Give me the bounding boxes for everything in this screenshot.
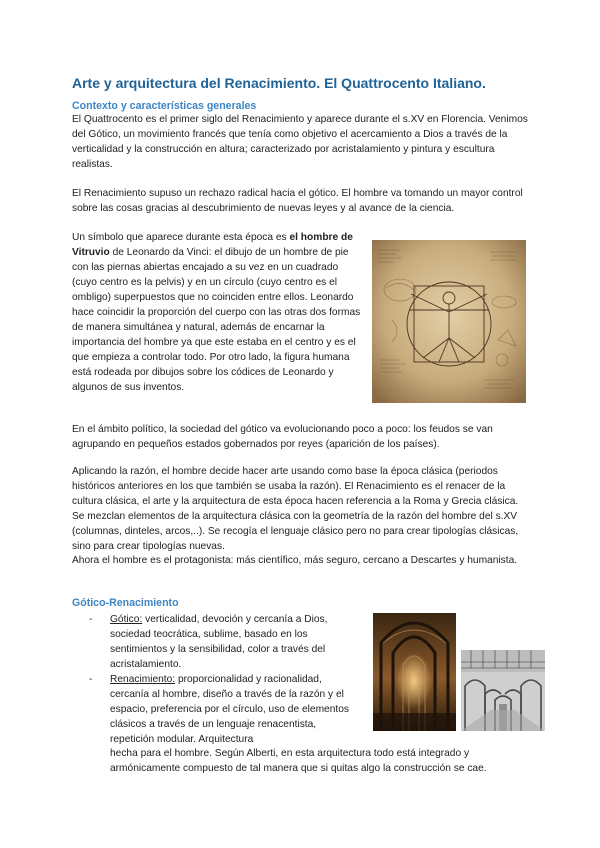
term-gotico: Gótico:: [110, 614, 143, 625]
paragraph-razon: Aplicando la razón, el hombre decide hacer arte usando como base la época clásica (periodos históricos anteriores en los que también se usaba la razón). El Renacimiento es el renacer de la cultura clásica, el arte y la arquitectura de esta época hacen referencia a la Roma y Grecia clásica. Se mezclan elementos de la arquitectura clásica con la geometría de la razón del hombre del s.XV (columnas, dinteles, arcos,..). Se recogía el lenguaje clásico pero no para crear tipologías clásicas, sino para crear tipologías nuevas.: [72, 466, 519, 552]
gothic-cathedral-image: [373, 613, 456, 731]
vitruvio-bold: el hombre de Vitruvio: [72, 232, 353, 258]
paragraph-quattrocento: El Quattrocento es el primer siglo del Renacimiento y aparece durante el s.XV en Florencia. Venimos del Gótico, un movimiento francés que tenía como objetivo el acercamiento a Dios a través de la verticalidad y la construcción en altura; caracterizado por acristalamiento y pintura y escultura realistas.: [72, 114, 528, 170]
list-dash: -: [89, 674, 93, 685]
paragraph-politica: En el ámbito político, la sociedad del gótico va evolucionando poco a poco: los feudos se van agrupando en pequeños estados gobernados por reyes (aparición de los países).: [72, 424, 493, 450]
vitruvio-intro: Un símbolo que aparece durante esta época es: [72, 232, 290, 243]
vitruvio-body: de Leonardo da Vinci: el dibujo de un hombre de pie con las piernas abiertas encajado a su vez en un cuadrado (cuyo centro es la pelvis) y en un círculo (cuyo centro es el ombligo) superpuestos que no coinciden entre ellos. Leonardo hace coincidir la proporción del cuerpo con las otras dos formas de manera simultánea y natural, además de encarnar la importancia del hombre ya que este estaba en el centro y es el que empieza a controlar todo. Por otro lado, la figura humana está rodeada por dibujos sobre los códices de Leonardo y algunos de sus inventos.: [72, 247, 361, 393]
comparison-list: [87, 612, 349, 747]
paragraph-vitruvio: [72, 230, 364, 395]
paragraph-renacimiento: El Renacimiento supuso un rechazo radical hacia el gótico. El hombre va tomando un mayor control sobre las cosas gracias al descubrimiento de nuevas leyes y al avance de la ciencia.: [72, 188, 523, 214]
list-dash: -: [89, 614, 93, 625]
paragraph-protagonista: Ahora el hombre es el protagonista: más científico, más seguro, cercano a Descartes y humanista.: [72, 555, 518, 566]
renaissance-church-image: [461, 650, 545, 731]
gotico-description: verticalidad, devoción y cercanía a Dios, sociedad teocrática, sublime, basado en los sentimientos y la sensibilidad, color a través del acristalamiento.: [110, 614, 328, 670]
renacimiento-description: proporcionalidad y racionalidad, cercanía al hombre, diseño a través de la razón y el espacio, preferencia por el círculo, uso de elementos clásicos a través de un lenguaje renacentista, repetición modular. Arquitectura: [110, 674, 349, 745]
list-item-renacimiento: [87, 672, 349, 747]
page-title: Arte y arquitectura del Renacimiento. El Quattrocento Italiano.: [72, 75, 486, 91]
section-heading-context: Contexto y características generales: [72, 100, 257, 112]
paragraph-alberti: hecha para el hombre. Según Alberti, en esta arquitectura todo está integrado y armónicamente compuesto de tal manera que si quitas algo la construcción se cae.: [110, 748, 487, 774]
vitruvian-man-image: [372, 240, 526, 403]
list-item-gotico: [87, 612, 349, 672]
section-heading-gotico-renacimiento: Gótico-Renacimiento: [72, 597, 179, 609]
term-renacimiento: Renacimiento:: [110, 674, 176, 685]
